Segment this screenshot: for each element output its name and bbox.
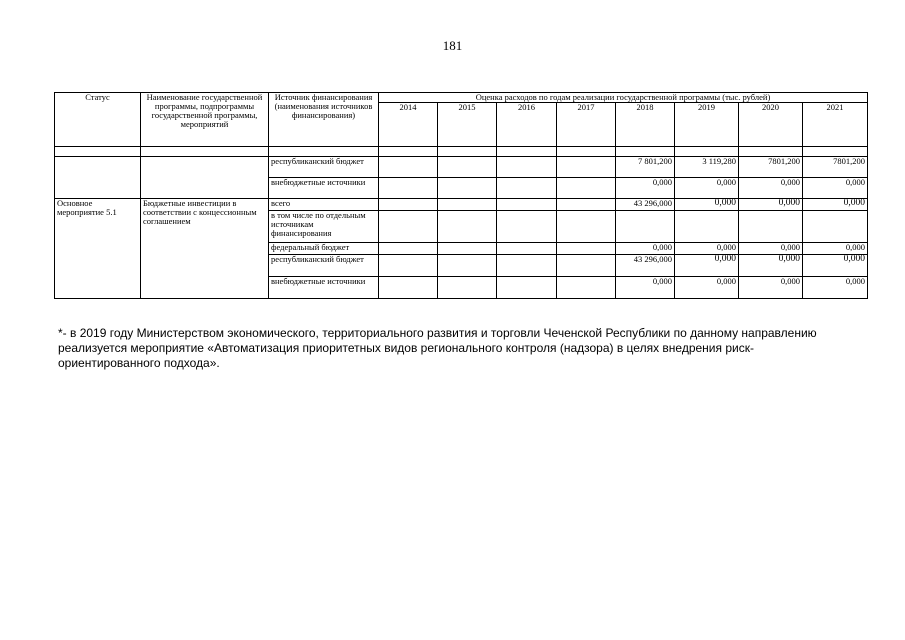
column-number bbox=[55, 147, 141, 157]
column-number bbox=[739, 147, 803, 157]
budget-table bbox=[54, 92, 868, 299]
value-cell bbox=[497, 243, 557, 255]
value-cell bbox=[379, 255, 438, 277]
value-cell bbox=[379, 211, 438, 243]
value-cell: 0,000 bbox=[739, 277, 803, 299]
column-number bbox=[141, 147, 269, 157]
source-cell: федеральный бюджет bbox=[269, 243, 379, 255]
value-cell bbox=[379, 178, 438, 199]
column-number bbox=[438, 147, 497, 157]
value-cell bbox=[379, 199, 438, 211]
column-number bbox=[557, 147, 616, 157]
header-year: 2015 bbox=[438, 103, 497, 147]
column-number bbox=[616, 147, 675, 157]
column-number bbox=[803, 147, 868, 157]
value-cell: 0,000 bbox=[616, 243, 675, 255]
value-cell: 0,000 bbox=[675, 178, 739, 199]
value-cell: 3 119,280 bbox=[675, 157, 739, 178]
value-cell bbox=[438, 211, 497, 243]
value-cell: 0,000 bbox=[803, 199, 868, 211]
value-cell bbox=[803, 211, 868, 243]
value-cell bbox=[497, 157, 557, 178]
value-cell: 0,000 bbox=[616, 277, 675, 299]
value-cell bbox=[497, 277, 557, 299]
value-cell bbox=[557, 277, 616, 299]
value-cell bbox=[557, 243, 616, 255]
column-number bbox=[269, 147, 379, 157]
value-cell: 43 296,000 bbox=[616, 199, 675, 211]
header-status: Статус bbox=[55, 93, 141, 147]
value-cell bbox=[379, 157, 438, 178]
value-cell bbox=[497, 199, 557, 211]
value-cell bbox=[739, 211, 803, 243]
column-number bbox=[675, 147, 739, 157]
header-year: 2019 bbox=[675, 103, 739, 147]
header-year: 2021 bbox=[803, 103, 868, 147]
value-cell bbox=[438, 157, 497, 178]
value-cell: 7801,200 bbox=[803, 157, 868, 178]
source-cell: республиканский бюджет bbox=[269, 255, 379, 277]
footnote: *- в 2019 году Министерством экономического, территориального развития и торговли Чеченской Республики по данному направлению реализуется мероприятие «Автоматизация приоритетных видов регионального контроля (надзора) в целях внедрения риск-ориентированного подхода». bbox=[58, 326, 817, 370]
header-name: Наименование государственной программы, подпрограммы государственной программы, мероприятий bbox=[141, 93, 269, 147]
value-cell bbox=[438, 178, 497, 199]
header-source: Источник финансирования (наименования источников финансирования) bbox=[269, 93, 379, 147]
value-cell bbox=[557, 157, 616, 178]
value-cell: 0,000 bbox=[803, 178, 868, 199]
header-year: 2016 bbox=[497, 103, 557, 147]
value-cell: 0,000 bbox=[803, 255, 868, 277]
value-cell: 0,000 bbox=[803, 277, 868, 299]
page-number: 181 bbox=[442, 38, 463, 53]
value-cell: 0,000 bbox=[675, 199, 739, 211]
table-row bbox=[55, 157, 868, 178]
value-cell bbox=[438, 199, 497, 211]
source-cell: внебюджетные источники bbox=[269, 277, 379, 299]
value-cell: 0,000 bbox=[739, 199, 803, 211]
header-year: 2020 bbox=[739, 103, 803, 147]
value-cell bbox=[379, 277, 438, 299]
table-row bbox=[55, 199, 868, 211]
value-cell: 43 296,000 bbox=[616, 255, 675, 277]
value-cell: 0,000 bbox=[803, 243, 868, 255]
value-cell: 0,000 bbox=[675, 255, 739, 277]
header-year: 2014 bbox=[379, 103, 438, 147]
source-cell: в том числе по отдельным источникам финансирования bbox=[269, 211, 379, 243]
column-number bbox=[379, 147, 438, 157]
value-cell: 0,000 bbox=[675, 277, 739, 299]
value-cell: 0,000 bbox=[675, 243, 739, 255]
value-cell: 7 801,200 bbox=[616, 157, 675, 178]
value-cell bbox=[557, 178, 616, 199]
name-cell-empty bbox=[141, 157, 269, 199]
value-cell bbox=[616, 211, 675, 243]
source-cell: внебюджетные источники bbox=[269, 178, 379, 199]
value-cell bbox=[675, 211, 739, 243]
value-cell bbox=[497, 255, 557, 277]
value-cell bbox=[557, 199, 616, 211]
header-year: 2017 bbox=[557, 103, 616, 147]
value-cell: 0,000 bbox=[739, 243, 803, 255]
value-cell bbox=[497, 211, 557, 243]
value-cell bbox=[438, 277, 497, 299]
value-cell bbox=[557, 255, 616, 277]
value-cell bbox=[438, 255, 497, 277]
value-cell bbox=[557, 211, 616, 243]
value-cell: 0,000 bbox=[739, 178, 803, 199]
value-cell: 0,000 bbox=[739, 255, 803, 277]
header-year: 2018 bbox=[616, 103, 675, 147]
status-cell-empty bbox=[55, 157, 141, 199]
value-cell: 7801,200 bbox=[739, 157, 803, 178]
value-cell bbox=[379, 243, 438, 255]
source-cell: республиканский бюджет bbox=[269, 157, 379, 178]
status-cell: Основное мероприятие 5.1 bbox=[55, 199, 141, 299]
column-numbers-row bbox=[55, 147, 868, 157]
name-cell: Бюджетные инвестиции в соответствии с концессионным соглашением bbox=[141, 199, 269, 299]
value-cell: 0,000 bbox=[616, 178, 675, 199]
header-estimate: Оценка расходов по годам реализации государственной программы (тыс. рублей) bbox=[379, 93, 868, 103]
value-cell bbox=[438, 243, 497, 255]
value-cell bbox=[497, 178, 557, 199]
column-number bbox=[497, 147, 557, 157]
source-cell: всего bbox=[269, 199, 379, 211]
